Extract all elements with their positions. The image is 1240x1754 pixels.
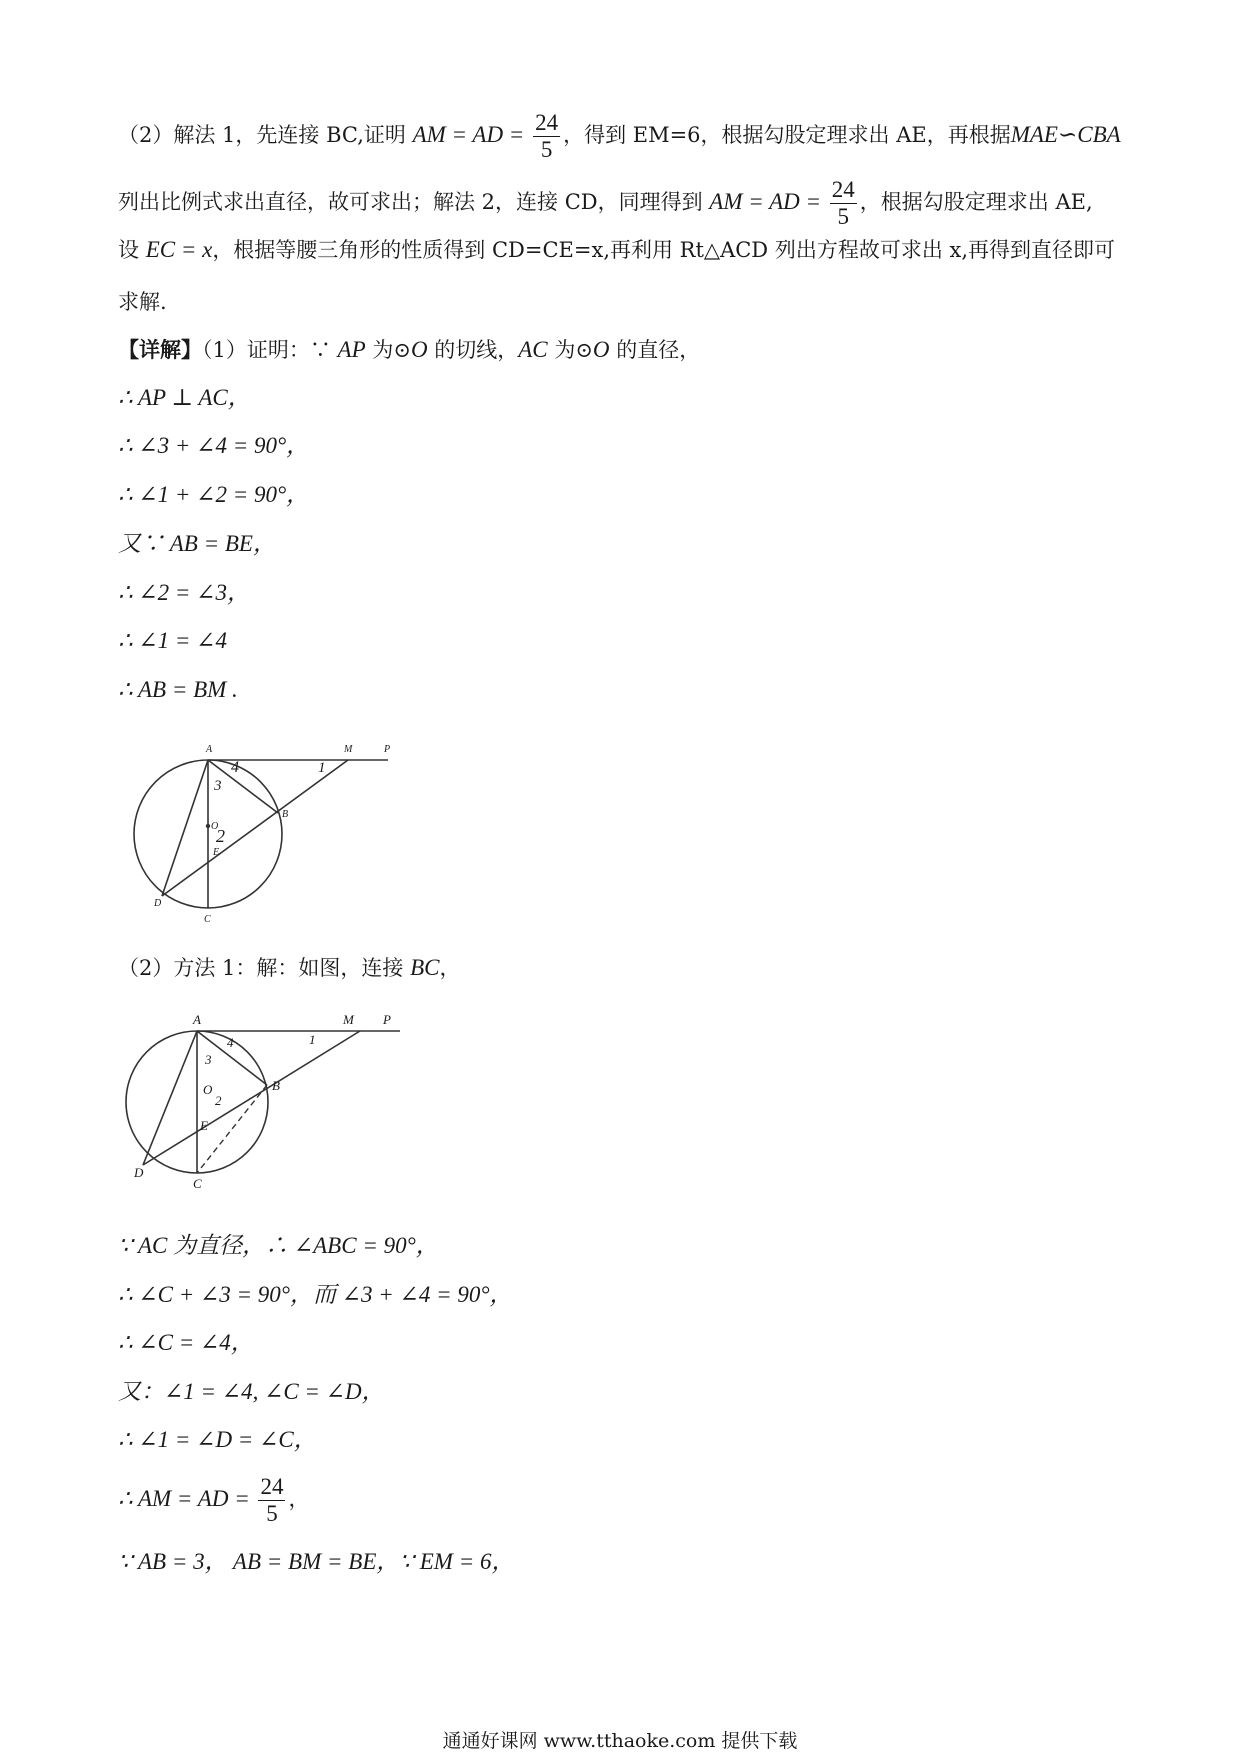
geometry-figure-2 — [115, 1010, 415, 1190]
text: 的切线， — [427, 338, 519, 362]
math: AC — [518, 337, 548, 362]
math: AM = AD = — [709, 189, 827, 214]
text: ， — [288, 1487, 310, 1511]
angle-1: 1 — [309, 1032, 316, 1047]
text: ，根据勾股定理求出 AE, — [859, 190, 1093, 214]
text-line — [118, 952, 460, 984]
fraction: $\frac{24}{5}$ — [831, 177, 855, 229]
label-P: P — [384, 744, 391, 755]
proof-line: 又∵ AB = BE， — [118, 531, 276, 556]
angle-4: 4 — [231, 759, 239, 776]
text: 求解. — [118, 290, 167, 314]
math: CBA — [1077, 122, 1121, 147]
text: 为⊙ — [547, 338, 593, 362]
proof-line: 又：∠1 = ∠4, ∠C = ∠D， — [118, 1379, 385, 1404]
fraction: $\frac{24}{5}$ — [260, 1474, 284, 1526]
text: （1）证明：∵ — [202, 338, 338, 362]
angle-4: 4 — [227, 1035, 234, 1050]
math: EC = x — [145, 237, 213, 262]
math: O — [592, 337, 610, 362]
text: 列出比例式求出直径，故可求出；解法 2，连接 CD，同理得到 — [118, 190, 710, 214]
proof-line: ∴ ∠C = ∠4， — [118, 1330, 254, 1355]
label-C: C — [193, 1176, 202, 1190]
text: ， — [439, 956, 461, 980]
proof-line: ∵ AB = 3， AB = BM = BE，∵ EM = 6， — [118, 1549, 515, 1574]
text-line — [118, 286, 167, 318]
page-footer: 通通好课网 www.tthaoke.com 提供下载 — [442, 1730, 798, 1752]
label-A: A — [206, 744, 213, 755]
math: AP — [337, 337, 366, 362]
text: （2）解法 1，先连接 BC,证明 — [118, 123, 413, 147]
text-line — [118, 1474, 309, 1527]
text: 的直径， — [609, 338, 701, 362]
text-line — [118, 234, 1115, 266]
label-M: M — [343, 1012, 354, 1027]
math: AM = AD = — [137, 1486, 256, 1511]
math: MAE∽ — [1010, 122, 1078, 147]
label-B: B — [272, 1078, 280, 1093]
label-M: M — [344, 744, 353, 755]
label-E: E — [200, 1118, 208, 1133]
proof-line: ∴ ∠1 + ∠2 = 90°， — [118, 482, 310, 507]
proof-line: ∴ AP ⊥ AC， — [118, 385, 251, 410]
proof-line: ∴ ∠3 + ∠4 = 90°， — [118, 433, 310, 458]
label-B: B — [282, 809, 289, 820]
label-D: D — [134, 1165, 144, 1180]
label-O: O — [211, 821, 219, 832]
label-C: C — [204, 914, 211, 925]
text: ，根据等腰三角形的性质得到 CD=CE=x,再利用 Rt△ACD 列出方程故可求出 x,再得到直径即可 — [212, 238, 1116, 262]
text-line — [118, 177, 1093, 230]
geometry-figure-1 — [130, 738, 400, 928]
text-line — [118, 334, 700, 366]
angle-2: 2 — [215, 1093, 222, 1108]
angle-2: 2 — [216, 826, 225, 846]
angle-3: 3 — [205, 1052, 212, 1067]
text: （2）方法 1：解：如图，连接 — [118, 956, 411, 980]
fraction: $\frac{24}{5}$ — [535, 110, 559, 162]
math: O — [410, 337, 428, 362]
proof-line: ∴ ∠2 = ∠3， — [118, 580, 250, 605]
math: ∴ — [118, 1486, 138, 1511]
label-O: O — [203, 1082, 213, 1097]
proof-line: ∵ AC 为直径，∴ ∠ABC = 90°， — [118, 1233, 439, 1258]
label-D: D — [154, 898, 162, 909]
text: ，得到 EM=6，根据勾股定理求出 AE，再根据 — [563, 123, 1011, 147]
section-label: 【详解】 — [118, 337, 202, 362]
math: BC — [410, 955, 440, 980]
text: 设 — [118, 238, 146, 262]
angle-1: 1 — [318, 760, 326, 776]
text: 为⊙ — [365, 338, 411, 362]
proof-line: ∴ AB = BM . — [118, 677, 238, 702]
label-E: E — [213, 847, 220, 858]
angle-3: 3 — [214, 778, 222, 794]
proof-line: ∴ ∠C + ∠3 = 90°，而 ∠3 + ∠4 = 90°， — [118, 1282, 513, 1307]
math: AM = AD = — [412, 122, 531, 147]
label-P: P — [383, 1012, 391, 1027]
proof-line: ∴ ∠1 = ∠D = ∠C， — [118, 1427, 317, 1452]
label-A: A — [193, 1012, 201, 1027]
text-line — [118, 110, 1121, 163]
proof-line: ∴ ∠1 = ∠4 — [118, 628, 227, 653]
